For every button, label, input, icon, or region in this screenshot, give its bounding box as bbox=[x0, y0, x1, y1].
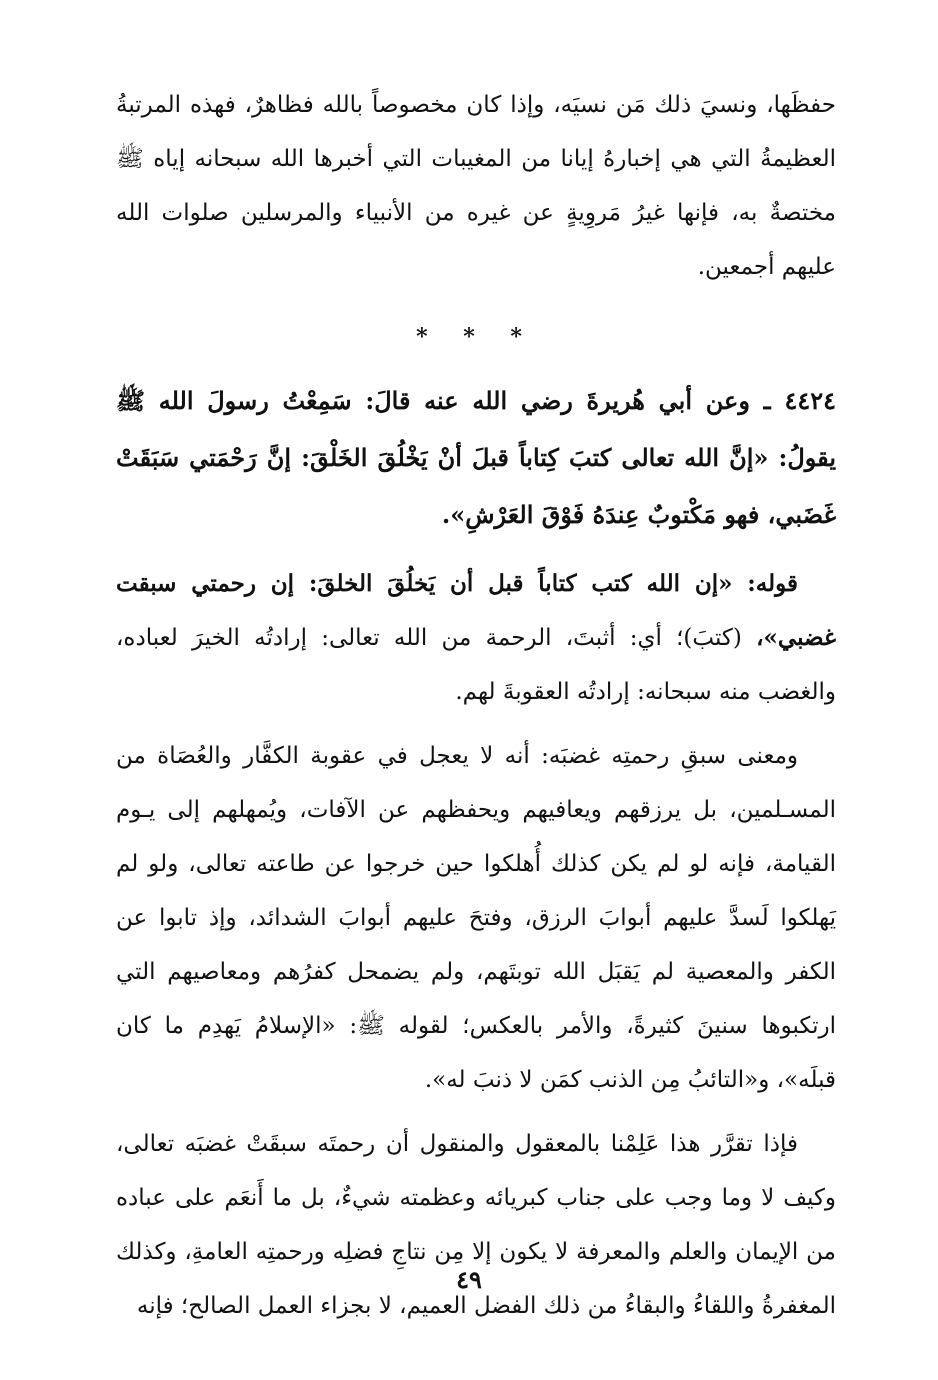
hadith-text: ٤٤٢٤ ـ وعن أبي هُريرةَ رضي الله عنه قالَ: سَمِعْتُ رسولَ الله ﷺ يقولُ: «إنَّ الله تعالى كتبَ كِتاباً قبلَ أنْ يَخْلُقَ الخَلْقَ: إنَّ رَحْمَتي سَبَقَتْ غَضَبي، فهو مَكْتوبٌ عِندَهُ فَوْقَ العَرْشِ». bbox=[116, 386, 836, 529]
page-number: ٤٩ bbox=[456, 1265, 482, 1294]
commentary-paragraph bbox=[116, 557, 836, 719]
paragraph-continuation: حفظَها، ونسيَ ذلك مَن نسيَه، وإذا كان مخصوصاً بالله فظاهرٌ، فهذه المرتبةُ العظيمةُ التي هي إخبارهُ إيانا من المغيبات التي أخبرها الله سبحانه إياه ﷺ مختصةٌ به، فإنها غيرُ مَروِيةٍ عن غيره من الأنبياء والمرسلين صلوات الله عليهم أجمعين. bbox=[116, 92, 836, 280]
body-paragraph-1: ومعنى سبقِ رحمتِه غضبَه: أنه لا يعجل في عقوبة الكفَّار والعُصَاة من المسـلمين، بل يرزقهم ويعافيهم ويحفظهم عن الآفات، ويُمهلهم إلى يـوم القيامة، فإنه لو لم يكن كذلك أُهلكوا حين خرجوا عن طاعته تعالى، ولو لم يَهلكوا لَسدَّ عليهم أبوابَ الرزق، وفتحَ عليهم أبوابَ الشدائد، وإذ تابوا عن الكفر والمعصية لم يَقبَل الله توبتَهم، ولم يضمحل كفرُهم ومعاصيهم التي ارتكبوها سنينَ كثيرةً، والأمر بالعكس؛ لقوله ﷺ: «الإسلامُ يَهدِم ما كان قبلَه»، و«التائبُ مِن الذنب كمَن لا ذنبَ له». bbox=[116, 743, 837, 1093]
body-paragraph-2: فإذا تقرَّر هذا عَلِمْنا بالمعقول والمنقول أن رحمتَه سبقَتْ غضبَه تعالى، وكيف لا وما وجب على جناب كبريائه وعظمته شيءٌ، بل ما أَنعَم على عباده من الإيمان والعلم والمعرفة لا يكون إلا مِن نتاجِ فضلِه ورحمتِه العامةِ، وكذلك المغفرةُ واللقاءُ والبقاءُ من ذلك الفضل العميم، لا بجزاء العمل الصالح؛ فإنه bbox=[116, 1131, 836, 1319]
section-separator: * * * bbox=[416, 324, 536, 350]
commentary-text: (كتبَ)؛ أي: أثبتَ، الرحمة من الله تعالى: إرادتُه الخيرَ لعباده، والغضب منه سبحانه: إرادتُه العقوبةَ لهم. bbox=[116, 625, 836, 705]
page-body bbox=[116, 78, 836, 1333]
commentary-lead: قوله: «إن الله كتب كتاباً قبل أن يَخلُقَ الخلقَ: إن رحمتي سبقت غضبي»، bbox=[116, 570, 836, 651]
